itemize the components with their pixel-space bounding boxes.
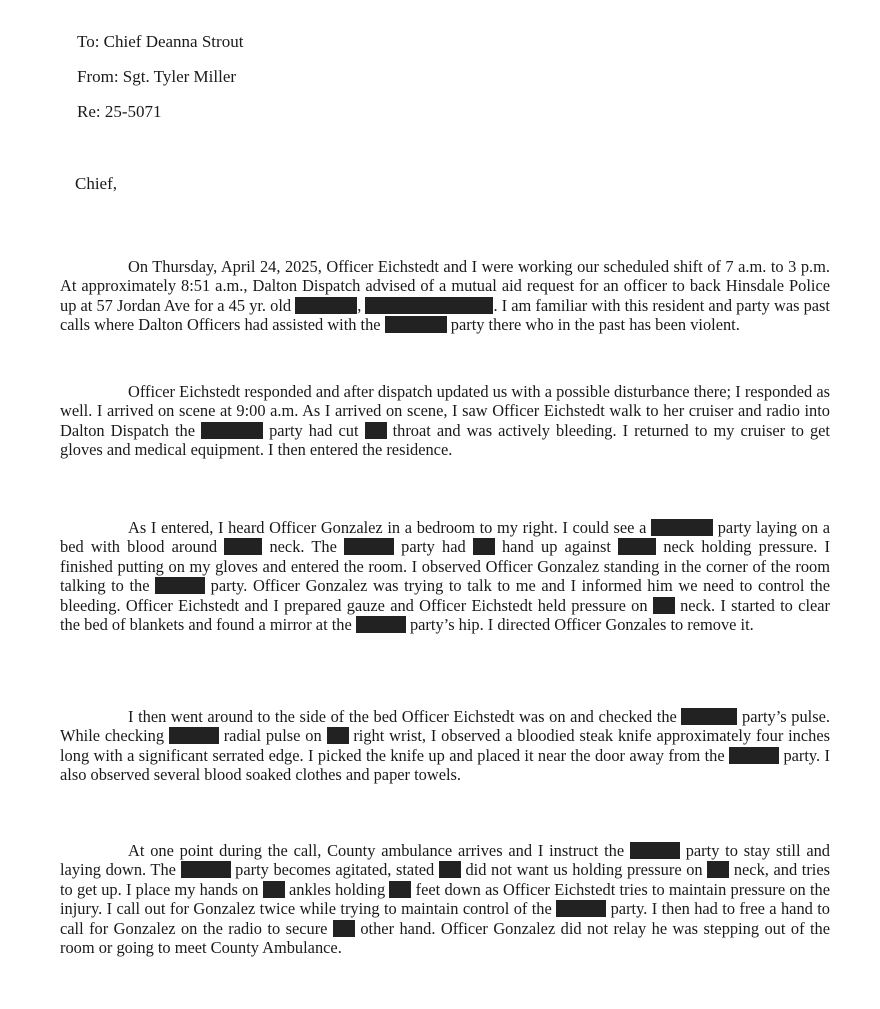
redaction-block xyxy=(181,861,231,878)
p5-text: neck, and tries to get up. I place my hands on xyxy=(60,860,830,899)
p1-text: , xyxy=(357,295,366,315)
redaction-block xyxy=(651,519,713,536)
memo-salutation: Chief, xyxy=(75,174,118,193)
p2-text: party had cut xyxy=(263,420,365,440)
p2-text: Officer Eichstedt responded and after dispatch updated us with a possible disturbance there; I responded as well. I arrived on scene at 9:00 a.m. As I arrived on scene, I saw Officer Eichstedt walk to her cruiser and radio into Dalton Dispatch the xyxy=(60,382,830,440)
redaction-block xyxy=(333,920,355,937)
redaction-block xyxy=(365,422,387,439)
redaction-block xyxy=(729,747,779,764)
p5-text: At one point during the call, County ambulance arrives and I instruct the xyxy=(128,841,630,860)
p5-text: did not want us holding pressure on xyxy=(460,860,708,880)
redaction-block xyxy=(224,538,262,555)
p1-text: On Thursday, April 24, 2025, Officer Eichstedt and I were working our scheduled shift of 7 a.m. to 3 p.m. At approximately 8:51 a.m., Dalton Dispatch advised of a mutual aid request for an officer to back Hinsdale Police up at 57 Jordan Ave for a 45 yr. old xyxy=(60,257,830,315)
memo-from: From: Sgt. Tyler Miller xyxy=(77,67,237,86)
redaction-block xyxy=(365,297,493,314)
p1-text: . I am familiar with this resident and party was past calls where Dalton Officers had assisted with the xyxy=(60,295,830,335)
redaction-block xyxy=(356,616,406,633)
p3-text: party had xyxy=(394,537,473,557)
p3-text: neck holding pressure. I finished putting on my gloves and entered the room. I observed Officer Gonzalez standing in the corner of the room talking to the xyxy=(60,537,830,596)
p4-text: right wrist, I observed a bloodied steak knife approximately four inches long with a significant serrated edge. I picked the knife up and placed it near the door away from the xyxy=(60,726,830,765)
p3-text: party. Officer Gonzalez was trying to talk to me and I informed him we need to control the bleeding. Officer Eichstedt and I prepared gauze and Officer Eichstedt held pressure on xyxy=(60,576,830,615)
p2-text: throat and was actively bleeding. I returned to my cruiser to get gloves and medical equipment. I then entered the residence. xyxy=(60,420,830,460)
paragraph-4 xyxy=(60,707,830,785)
p3-text: neck. The xyxy=(262,537,344,557)
memo-to: To: Chief Deanna Strout xyxy=(77,32,244,51)
redaction-block xyxy=(201,422,263,439)
redaction-block xyxy=(439,861,461,878)
p4-text: party. I also observed several blood soaked clothes and paper towels. xyxy=(60,745,831,785)
redaction-block xyxy=(707,861,729,878)
p1-text: party there who in the past has been violent. xyxy=(446,315,740,335)
p3-text: As I entered, I heard Officer Gonzalez in a bedroom to my right. I could see a xyxy=(128,518,652,537)
p5-text: party to stay still and laying down. The xyxy=(60,841,830,880)
redaction-block xyxy=(295,297,357,314)
p3-text: hand up against xyxy=(494,537,619,557)
redaction-block xyxy=(327,727,349,744)
p4-text: radial pulse on xyxy=(218,726,327,746)
redaction-block xyxy=(344,538,394,555)
p4-text: party’s pulse. While checking xyxy=(60,707,830,746)
p3-text: neck. I started to clear the bed of blankets and found a mirror at the xyxy=(60,595,831,635)
redaction-block xyxy=(473,538,495,555)
p5-text: other hand. Officer Gonzalez did not relay he was stepping out of the room or going to meet County Ambulance. xyxy=(60,918,830,958)
redaction-block xyxy=(263,881,285,898)
p5-text: party. I then had to free a hand to call for Gonzalez on the radio to secure xyxy=(60,899,830,938)
redaction-block xyxy=(169,727,219,744)
redaction-block xyxy=(385,316,447,333)
redaction-block xyxy=(653,597,675,614)
memo-re: Re: 25-5071 xyxy=(77,102,162,121)
redaction-block xyxy=(155,577,205,594)
p5-text: party becomes agitated, stated xyxy=(230,860,439,880)
p3-text: party’s hip. I directed Officer Gonzales to remove it. xyxy=(405,615,754,635)
redaction-block xyxy=(556,900,606,917)
p3-text: party laying on a bed with blood around xyxy=(60,518,831,557)
p4-text: I then went around to the side of the bed Officer Eichstedt was on and checked the xyxy=(128,707,682,726)
paragraph-5 xyxy=(60,841,830,957)
p5-text: ankles holding xyxy=(284,879,390,899)
paragraph-1 xyxy=(60,257,830,335)
paragraph-3 xyxy=(60,518,830,634)
redaction-block xyxy=(618,538,656,555)
redaction-block xyxy=(681,708,737,725)
p5-text: feet down as Officer Eichstedt tries to maintain pressure on the injury. I call out for Gonzalez twice while trying to maintain control of the xyxy=(60,879,830,919)
redaction-block xyxy=(630,842,680,859)
redaction-block xyxy=(389,881,411,898)
paragraph-2 xyxy=(60,382,830,460)
